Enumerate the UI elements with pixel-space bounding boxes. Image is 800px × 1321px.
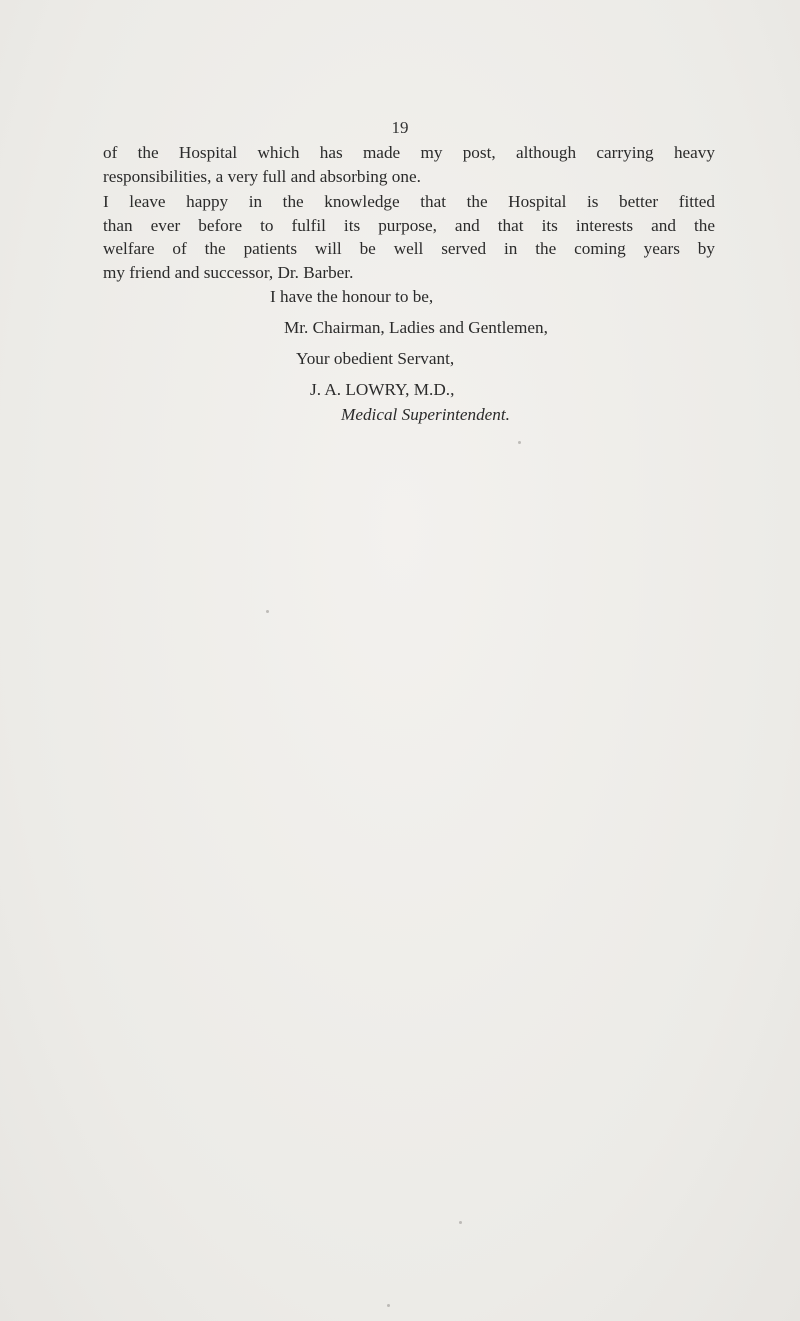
paper-speck xyxy=(266,610,269,613)
paragraph-2-line-4: my friend and successor, Dr. Barber. xyxy=(103,262,354,282)
paragraph-1 xyxy=(103,141,715,188)
paper-speck xyxy=(387,1304,390,1307)
paragraph-1-line-2: responsibilities, a very full and absorbing one. xyxy=(103,166,421,186)
paragraph-2-line-2: than ever before to fulfil its purpose, and that its interests and the xyxy=(103,215,715,235)
paragraph-2-line-1: I leave happy in the knowledge that the Hospital is better fitted xyxy=(103,192,715,211)
signature-title: Medical Superintendent. xyxy=(341,405,510,424)
signature-name: J. A. LOWRY, M.D., xyxy=(310,380,455,399)
closing-salutation: Mr. Chairman, Ladies and Gentlemen, xyxy=(284,318,548,337)
paper-speck xyxy=(518,441,521,444)
closing-servant: Your obedient Servant, xyxy=(296,349,455,368)
paper-speck xyxy=(459,1221,462,1224)
closing-honour: I have the honour to be, xyxy=(270,287,434,306)
paragraph-1-line-1: of the Hospital which has made my post, although carrying heavy xyxy=(103,143,715,162)
page-number: 19 xyxy=(391,118,409,137)
paragraph-2 xyxy=(103,190,715,284)
paragraph-2-line-3: welfare of the patients will be well served in the coming years by xyxy=(103,239,715,258)
